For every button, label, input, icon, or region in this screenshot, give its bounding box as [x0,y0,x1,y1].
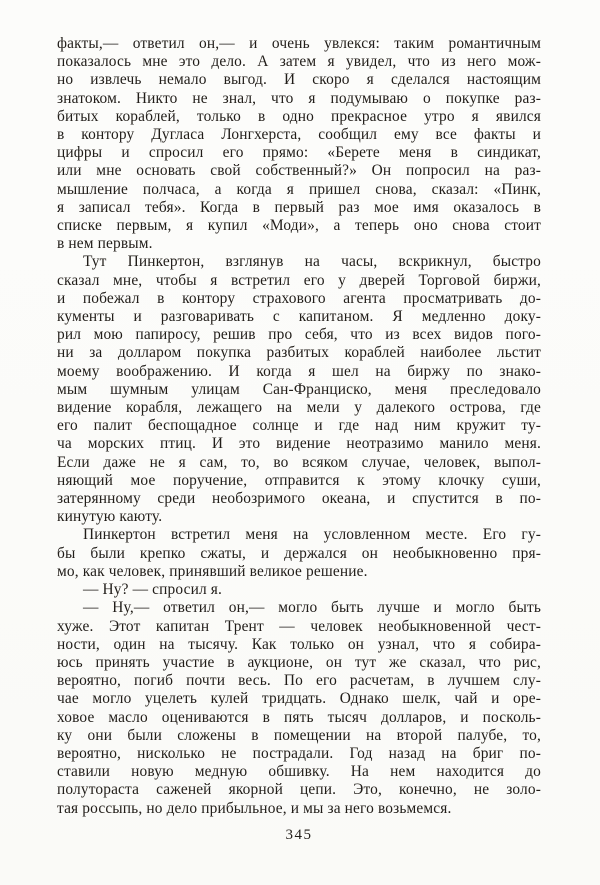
text-line: видение корабля, лежащего на мели у далекого острова, где [57,399,541,417]
text-line: полутораста саженей якорной цепи. Это, конечно, не золо- [57,781,541,799]
text-line: — Ну,— ответил он,— могло быть лучше и могло быть [83,599,541,617]
paragraph [57,35,541,253]
text-line: няющий мое поручение, отправится к этому клочку суши, [57,471,541,489]
text-line: Пинкертон встретил меня на условленном месте. Его гу- [83,526,541,544]
text-line: мо, как человек, принявший великое решение. [57,562,368,580]
text-line: я записал тебя». Когда в первый раз мое имя оказалось в [57,198,541,216]
text-line: хуже. Этот капитан Трент — человек необыкновенной чест- [57,617,541,635]
text-line: затерянному среди необозримого океана, и спустится в по- [57,490,541,508]
text-line: Тут Пинкертон, взглянув на часы, вскрикнул, быстро [83,253,541,271]
text-line: тая россыпь, но дело прибыльное, и мы за него возьмемся. [57,799,452,817]
text-line: но извлечь немало выгод. И скоро я сделался настоящим [57,71,541,89]
text-line: сказал мне, чтобы я встретил его у дверей Торговой биржи, [57,271,541,289]
text-line: бы были крепко сжаты, и держался он необыкновенно пря- [57,544,541,562]
text-line: битых кораблей, только в одно прекрасное утро я явился [57,107,541,125]
paragraph [57,253,541,526]
text-line: рил мою папиросу, решив про себя, что из всех видов пого- [57,326,541,344]
text-line: ставили новую медную обшивку. На нем находится до [57,763,541,781]
text-line: знатоком. Никто не знал, что я подумываю о покупке раз- [57,89,541,107]
text-line: ни за долларом покупка разбитых кораблей наиболее льстит [57,344,541,362]
text-line: юсь принять участие в аукционе, он тут же сказал, что рис, [57,653,541,671]
text-line: его палит беспощадное солнце и где над ним кружит ту- [57,417,541,435]
text-line: ча морских птиц. И это видение неотразимо манило меня. [57,435,541,453]
text-line: мышление полчаса, а когда я пришел снова, сказал: «Пинк, [57,180,541,198]
text-line: списке первым, я купил «Моди», а теперь оно снова стоит [57,217,541,235]
text-line: моему воображению. И когда я шел на биржу по знако- [57,362,541,380]
text-line: кинутую каюту. [57,508,163,526]
text-line: факты,— ответил он,— и очень увлекся: таким романтичным [57,35,541,52]
text-block [57,35,541,818]
paragraph [57,526,541,581]
text-line: цифры и спросил его прямо: «Берете меня в синдикат, [57,144,541,162]
text-line: показалось мне это дело. А затем я увидел, что из него мож- [57,53,541,71]
text-line: Если даже не я сам, то, во всяком случае, человек, выпол- [57,453,541,471]
text-line: в нем первым. [57,235,153,253]
text-line: ховое масло оцениваются в пять тысяч долларов, и посколь- [57,708,541,726]
text-line: и побежал в контору страхового агента просматривать до- [57,289,541,307]
text-line: или мне основать свой собственный?» Он попросил на раз- [57,162,541,180]
text-line: мым шумным улицам Сан-Франциско, меня преследовало [57,380,541,398]
paragraph [57,581,541,599]
text-line: кументы и разговаривать с капитаном. Я медленно доку- [57,308,541,326]
text-line: вероятно, погиб почти весь. По его расчетам, в лучшем слу- [57,672,541,690]
page-number: 345 [285,827,313,843]
text-line: — Ну? — спросил я. [83,581,223,599]
text-line: в контору Дугласа Лонгхерста, сообщил ему все факты и [57,126,541,144]
text-line: вероятно, нисколько не пострадали. Год назад на бриг по- [57,744,541,762]
text-line: чае могло уцелеть кулей тридцать. Однако шелк, чай и оре- [57,690,541,708]
text-line: ку они были сложены в помещении на второй палубе, то, [57,726,541,744]
text-line: ности, один на тысячу. Как только он узнал, что я собира- [57,635,541,653]
paragraph [57,599,541,817]
